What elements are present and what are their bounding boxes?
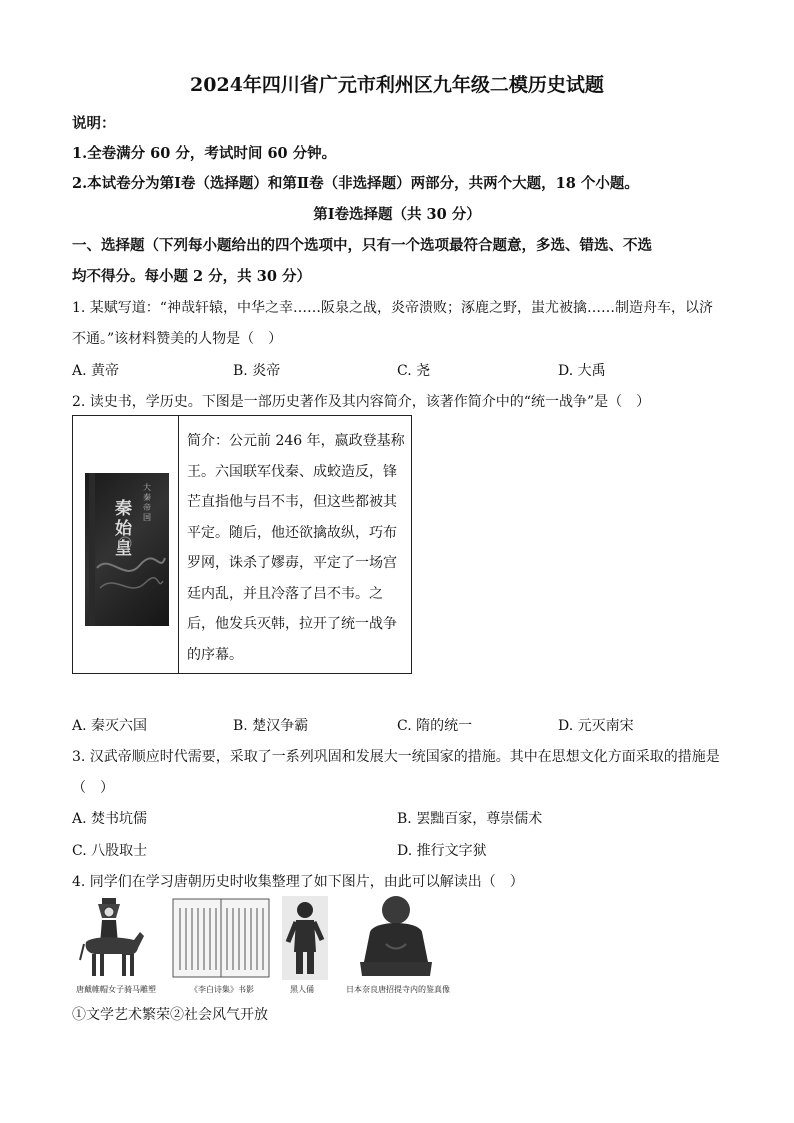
q2-book-cell xyxy=(73,416,179,673)
q2-stem: 2. 读史书，学历史。下图是一部历史著作及其内容简介，该著作简介中的“统一战争”是（ ） xyxy=(72,394,651,410)
q1-option-c: C. 尧 xyxy=(397,363,431,379)
q4-caption-4: 日本奈良唐招提寺内的鉴真像 xyxy=(346,985,450,994)
page-title: 2024年四川省广元市利州区九年级二模历史试题 xyxy=(190,74,604,96)
q4-caption-2: 《李白诗集》书影 xyxy=(190,985,254,994)
part1-heading-line1: 一、选择题（下列每小题给出的四个选项中，只有一个选项最符合题意，多选、错选、不选 xyxy=(72,237,652,254)
q2-book-table xyxy=(72,415,412,674)
notes-line-2: 2.本试卷分为第Ⅰ卷（选择题）和第Ⅱ卷（非选择题）两部分，共两个大题，18 个小题。 xyxy=(72,175,639,192)
q1-stem-line2: 不通。”该材料赞美的人物是（ ） xyxy=(72,331,283,347)
part1-heading-line2: 均不得分。每小题 2 分，共 30 分） xyxy=(72,268,311,285)
q3-option-c: C. 八股取士 xyxy=(72,843,148,859)
notes-heading: 说明： xyxy=(72,115,116,132)
seated-monk-statue-image xyxy=(358,892,434,980)
q3-option-a: A. 焚书坑儒 xyxy=(72,811,148,827)
notes-line-1: 1.全卷满分 60 分，考试时间 60 分钟。 xyxy=(72,145,337,162)
standing-figurine-image xyxy=(282,896,328,980)
q1-stem-line1: 1. 某赋写道：“神哉轩辕，中华之幸……阪泉之战，炎帝溃败；涿鹿之野，蚩尤被擒……制造舟车，以济 xyxy=(72,300,713,316)
q2-option-d: D. 元灭南宋 xyxy=(558,718,634,734)
book-cover-subtitle: 大秦帝国 xyxy=(143,483,151,522)
q4-answer-line: ①文学艺术繁荣②社会风气开放 xyxy=(72,1007,268,1023)
section-heading: 第Ⅰ卷选择题（共 30 分） xyxy=(313,206,481,223)
q1-option-a: A. 黄帝 xyxy=(72,363,120,379)
book-cover-title: 秦始皇 xyxy=(115,499,132,559)
q4-caption-3: 黑人俑 xyxy=(290,985,314,994)
q4-stem: 4. 同学们在学习唐朝历史时收集整理了如下图片，由此可以解读出（ ） xyxy=(72,874,524,890)
q2-option-a: A. 秦灭六国 xyxy=(72,718,148,734)
book-cover-dragon-art xyxy=(85,473,169,626)
q1-option-d: D. 大禹 xyxy=(558,363,606,379)
book-cover-image xyxy=(85,473,169,626)
q1-option-b: B. 炎帝 xyxy=(233,363,281,379)
q3-stem-line2: （ ） xyxy=(72,780,114,796)
q3-option-d: D. 推行文字狱 xyxy=(397,843,487,859)
book-pages-image xyxy=(172,898,270,978)
horse-rider-figurine-image xyxy=(78,896,146,980)
q3-stem-line1: 3. 汉武帝顺应时代需要，采取了一系列巩固和发展大一统国家的措施。其中在思想文化方面采取的措施是 xyxy=(72,749,720,765)
q3-option-b: B. 罢黜百家，尊崇儒术 xyxy=(397,811,543,827)
q2-book-intro: 简介：公元前 246 年，嬴政登基称王。六国联军伐秦、成蛟造反，锋芒直指他与吕不韦，但这些都被其平定。随后，他还欲擒故纵，巧布罗网，诛杀了嫪毐，平定了一场宫廷内乱，并且冷落了吕不韦。之后，他发兵灭韩，拉开了统一战争的序幕。 xyxy=(187,433,405,663)
q2-option-c: C. 隋的统一 xyxy=(397,718,473,734)
q4-caption-1: 唐戴帷帽女子骑马雕塑 xyxy=(76,985,156,994)
q2-option-b: B. 楚汉争霸 xyxy=(233,718,309,734)
